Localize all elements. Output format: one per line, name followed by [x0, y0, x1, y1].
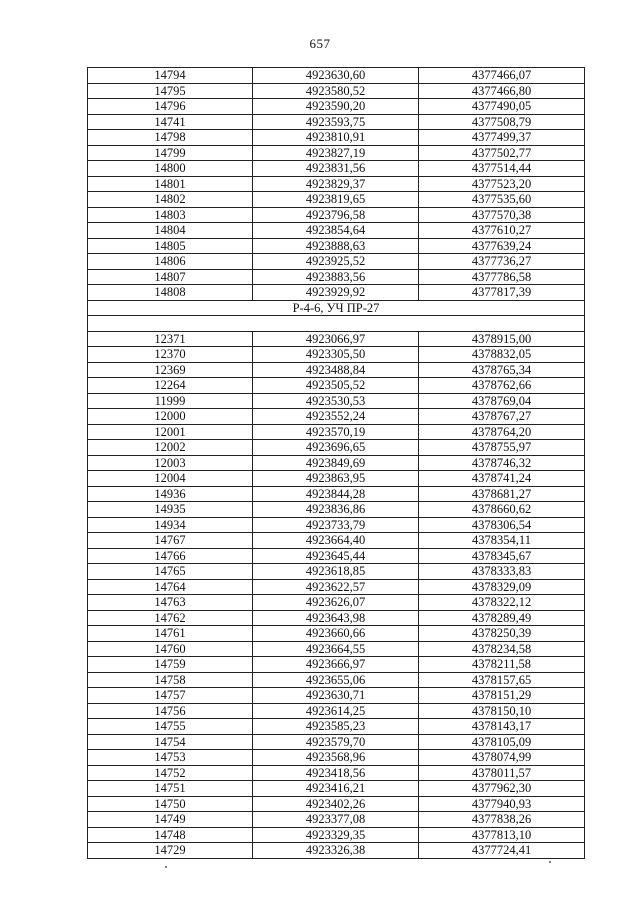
page-number: 657 — [309, 36, 331, 51]
table-row — [88, 672, 585, 688]
table-row — [88, 626, 585, 642]
point-number-cell: 11999 — [88, 393, 253, 409]
section-header — [88, 300, 585, 331]
table-row — [88, 750, 585, 766]
y-coordinate-cell: 4377610,27 — [419, 223, 585, 239]
table-row — [88, 285, 585, 301]
x-coordinate-cell: 4923929,92 — [253, 285, 419, 301]
point-number-cell: 14808 — [88, 285, 253, 301]
table-row — [88, 440, 585, 456]
x-coordinate-cell: 4923849,69 — [253, 455, 419, 471]
x-coordinate-cell: 4923622,57 — [253, 579, 419, 595]
point-number-cell: 14802 — [88, 192, 253, 208]
x-coordinate-cell: 4923696,65 — [253, 440, 419, 456]
x-coordinate-cell: 4923733,79 — [253, 517, 419, 533]
x-coordinate-cell: 4923488,84 — [253, 362, 419, 378]
section-title: Р-4-6, УЧ ПР-27 — [88, 300, 585, 316]
y-coordinate-cell: 4378011,57 — [419, 765, 585, 781]
y-coordinate-cell: 4378151,29 — [419, 688, 585, 704]
empty-cell — [88, 316, 585, 332]
y-coordinate-cell: 4378105,09 — [419, 734, 585, 750]
table-row — [88, 486, 585, 502]
x-coordinate-cell: 4923888,63 — [253, 238, 419, 254]
x-coordinate-cell: 4923626,07 — [253, 595, 419, 611]
table-row — [88, 424, 585, 440]
x-coordinate-cell: 4923585,23 — [253, 719, 419, 735]
y-coordinate-cell: 4378354,11 — [419, 533, 585, 549]
point-number-cell: 12001 — [88, 424, 253, 440]
y-coordinate-cell: 4378767,27 — [419, 409, 585, 425]
point-number-cell: 14803 — [88, 207, 253, 223]
y-coordinate-cell: 4378345,67 — [419, 548, 585, 564]
x-coordinate-cell: 4923590,20 — [253, 99, 419, 115]
point-number-cell: 14766 — [88, 548, 253, 564]
point-number-cell: 14762 — [88, 610, 253, 626]
x-coordinate-cell: 4923326,38 — [253, 843, 419, 859]
point-number-cell: 14764 — [88, 579, 253, 595]
table-row — [88, 796, 585, 812]
x-coordinate-cell: 4923819,65 — [253, 192, 419, 208]
y-coordinate-cell: 4377535,60 — [419, 192, 585, 208]
point-number-cell: 14800 — [88, 161, 253, 177]
y-coordinate-cell: 4378143,17 — [419, 719, 585, 735]
y-coordinate-cell: 4378765,34 — [419, 362, 585, 378]
table-row — [88, 393, 585, 409]
table-row — [88, 843, 585, 859]
x-coordinate-cell: 4923530,53 — [253, 393, 419, 409]
table-row — [88, 331, 585, 347]
x-coordinate-cell: 4923630,60 — [253, 68, 419, 84]
table-row — [88, 517, 585, 533]
table-row — [88, 533, 585, 549]
x-coordinate-cell: 4923593,75 — [253, 114, 419, 130]
point-number-cell: 14760 — [88, 641, 253, 657]
x-coordinate-cell: 4923418,56 — [253, 765, 419, 781]
y-coordinate-cell: 4377639,24 — [419, 238, 585, 254]
point-number-cell: 12000 — [88, 409, 253, 425]
point-number-cell: 12003 — [88, 455, 253, 471]
point-number-cell: 12264 — [88, 378, 253, 394]
table-row — [88, 812, 585, 828]
y-coordinate-cell: 4378769,04 — [419, 393, 585, 409]
table-row — [88, 703, 585, 719]
scan-speck — [165, 866, 167, 868]
x-coordinate-cell: 4923505,52 — [253, 378, 419, 394]
point-number-cell: 14752 — [88, 765, 253, 781]
y-coordinate-cell: 4377838,26 — [419, 812, 585, 828]
table-row — [88, 223, 585, 239]
x-coordinate-cell: 4923579,70 — [253, 734, 419, 750]
point-number-cell: 14751 — [88, 781, 253, 797]
y-coordinate-cell: 4378329,09 — [419, 579, 585, 595]
y-coordinate-cell: 4378915,00 — [419, 331, 585, 347]
x-coordinate-cell: 4923796,58 — [253, 207, 419, 223]
table-row — [88, 641, 585, 657]
y-coordinate-cell: 4377508,79 — [419, 114, 585, 130]
y-coordinate-cell: 4377502,77 — [419, 145, 585, 161]
table-row — [88, 610, 585, 626]
x-coordinate-cell: 4923416,21 — [253, 781, 419, 797]
point-number-cell: 14763 — [88, 595, 253, 611]
y-coordinate-cell: 4378741,24 — [419, 471, 585, 487]
point-number-cell: 14796 — [88, 99, 253, 115]
point-number-cell: 14754 — [88, 734, 253, 750]
point-number-cell: 14801 — [88, 176, 253, 192]
y-coordinate-cell: 4378681,27 — [419, 486, 585, 502]
y-coordinate-cell: 4377466,80 — [419, 83, 585, 99]
table-row — [88, 99, 585, 115]
y-coordinate-cell: 4378660,62 — [419, 502, 585, 518]
y-coordinate-cell: 4378074,99 — [419, 750, 585, 766]
y-coordinate-cell: 4378211,58 — [419, 657, 585, 673]
table-row — [88, 688, 585, 704]
table-row — [88, 595, 585, 611]
x-coordinate-cell: 4923066,97 — [253, 331, 419, 347]
x-coordinate-cell: 4923831,56 — [253, 161, 419, 177]
y-coordinate-cell: 4378764,20 — [419, 424, 585, 440]
point-number-cell: 14741 — [88, 114, 253, 130]
y-coordinate-cell: 4377736,27 — [419, 254, 585, 270]
x-coordinate-cell: 4923810,91 — [253, 130, 419, 146]
table-row — [88, 781, 585, 797]
y-coordinate-cell: 4378333,83 — [419, 564, 585, 580]
point-number-cell: 14807 — [88, 269, 253, 285]
table-row — [88, 564, 585, 580]
point-number-cell: 12370 — [88, 347, 253, 363]
x-coordinate-cell: 4923836,86 — [253, 502, 419, 518]
table-row — [88, 455, 585, 471]
point-number-cell: 12004 — [88, 471, 253, 487]
y-coordinate-cell: 4377490,05 — [419, 99, 585, 115]
table-row — [88, 83, 585, 99]
point-number-cell: 14935 — [88, 502, 253, 518]
table-body-after-section — [88, 331, 585, 858]
point-number-cell: 14765 — [88, 564, 253, 580]
point-number-cell: 14759 — [88, 657, 253, 673]
point-number-cell: 14806 — [88, 254, 253, 270]
point-number-cell: 12369 — [88, 362, 253, 378]
point-number-cell: 14795 — [88, 83, 253, 99]
table-row — [88, 68, 585, 84]
y-coordinate-cell: 4377570,38 — [419, 207, 585, 223]
x-coordinate-cell: 4923925,52 — [253, 254, 419, 270]
y-coordinate-cell: 4377786,58 — [419, 269, 585, 285]
y-coordinate-cell: 4377962,30 — [419, 781, 585, 797]
table-row — [88, 176, 585, 192]
y-coordinate-cell: 4378746,32 — [419, 455, 585, 471]
y-coordinate-cell: 4377813,10 — [419, 827, 585, 843]
section-title-row — [88, 300, 585, 316]
y-coordinate-cell: 4378322,12 — [419, 595, 585, 611]
table-row — [88, 192, 585, 208]
x-coordinate-cell: 4923570,19 — [253, 424, 419, 440]
y-coordinate-cell: 4378755,97 — [419, 440, 585, 456]
point-number-cell: 14799 — [88, 145, 253, 161]
table-row — [88, 657, 585, 673]
point-number-cell: 14750 — [88, 796, 253, 812]
point-number-cell: 14757 — [88, 688, 253, 704]
x-coordinate-cell: 4923829,37 — [253, 176, 419, 192]
point-number-cell: 14729 — [88, 843, 253, 859]
table-row — [88, 161, 585, 177]
table-row — [88, 471, 585, 487]
y-coordinate-cell: 4378289,49 — [419, 610, 585, 626]
x-coordinate-cell: 4923645,44 — [253, 548, 419, 564]
point-number-cell: 14749 — [88, 812, 253, 828]
point-number-cell: 12002 — [88, 440, 253, 456]
y-coordinate-cell: 4377940,93 — [419, 796, 585, 812]
x-coordinate-cell: 4923377,08 — [253, 812, 419, 828]
point-number-cell: 14804 — [88, 223, 253, 239]
x-coordinate-cell: 4923329,35 — [253, 827, 419, 843]
y-coordinate-cell: 4377499,37 — [419, 130, 585, 146]
x-coordinate-cell: 4923580,52 — [253, 83, 419, 99]
point-number-cell: 14758 — [88, 672, 253, 688]
y-coordinate-cell: 4378832,05 — [419, 347, 585, 363]
point-number-cell: 14755 — [88, 719, 253, 735]
table-row — [88, 734, 585, 750]
x-coordinate-cell: 4923664,55 — [253, 641, 419, 657]
table-body-before-section — [88, 68, 585, 301]
y-coordinate-cell: 4377523,20 — [419, 176, 585, 192]
point-number-cell: 14936 — [88, 486, 253, 502]
x-coordinate-cell: 4923618,85 — [253, 564, 419, 580]
x-coordinate-cell: 4923863,95 — [253, 471, 419, 487]
table-row — [88, 765, 585, 781]
empty-row — [88, 316, 585, 332]
y-coordinate-cell: 4378234,58 — [419, 641, 585, 657]
point-number-cell: 14767 — [88, 533, 253, 549]
table-row — [88, 409, 585, 425]
table-row — [88, 579, 585, 595]
point-number-cell: 14761 — [88, 626, 253, 642]
x-coordinate-cell: 4923655,06 — [253, 672, 419, 688]
table-row — [88, 130, 585, 146]
x-coordinate-cell: 4923660,66 — [253, 626, 419, 642]
x-coordinate-cell: 4923402,26 — [253, 796, 419, 812]
point-number-cell: 12371 — [88, 331, 253, 347]
scan-speck — [549, 861, 551, 863]
table-row — [88, 114, 585, 130]
y-coordinate-cell: 4377817,39 — [419, 285, 585, 301]
point-number-cell: 14753 — [88, 750, 253, 766]
x-coordinate-cell: 4923666,97 — [253, 657, 419, 673]
table-row — [88, 269, 585, 285]
y-coordinate-cell: 4377724,41 — [419, 843, 585, 859]
x-coordinate-cell: 4923305,50 — [253, 347, 419, 363]
table-row — [88, 254, 585, 270]
point-number-cell: 14934 — [88, 517, 253, 533]
y-coordinate-cell: 4378762,66 — [419, 378, 585, 394]
point-number-cell: 14805 — [88, 238, 253, 254]
point-number-cell: 14798 — [88, 130, 253, 146]
x-coordinate-cell: 4923614,25 — [253, 703, 419, 719]
y-coordinate-cell: 4378306,54 — [419, 517, 585, 533]
table-row — [88, 362, 585, 378]
x-coordinate-cell: 4923630,71 — [253, 688, 419, 704]
y-coordinate-cell: 4378150,10 — [419, 703, 585, 719]
point-number-cell: 14748 — [88, 827, 253, 843]
table-row — [88, 145, 585, 161]
table-row — [88, 719, 585, 735]
y-coordinate-cell: 4378157,65 — [419, 672, 585, 688]
x-coordinate-cell: 4923827,19 — [253, 145, 419, 161]
x-coordinate-cell: 4923854,64 — [253, 223, 419, 239]
table-row — [88, 238, 585, 254]
table-row — [88, 347, 585, 363]
table-row — [88, 207, 585, 223]
y-coordinate-cell: 4377466,07 — [419, 68, 585, 84]
table-row — [88, 548, 585, 564]
y-coordinate-cell: 4377514,44 — [419, 161, 585, 177]
point-number-cell: 14794 — [88, 68, 253, 84]
table-row — [88, 502, 585, 518]
coordinates-table — [87, 67, 585, 859]
x-coordinate-cell: 4923568,96 — [253, 750, 419, 766]
x-coordinate-cell: 4923643,98 — [253, 610, 419, 626]
point-number-cell: 14756 — [88, 703, 253, 719]
table-row — [88, 827, 585, 843]
y-coordinate-cell: 4378250,39 — [419, 626, 585, 642]
x-coordinate-cell: 4923883,56 — [253, 269, 419, 285]
table-row — [88, 378, 585, 394]
x-coordinate-cell: 4923552,24 — [253, 409, 419, 425]
x-coordinate-cell: 4923844,28 — [253, 486, 419, 502]
x-coordinate-cell: 4923664,40 — [253, 533, 419, 549]
